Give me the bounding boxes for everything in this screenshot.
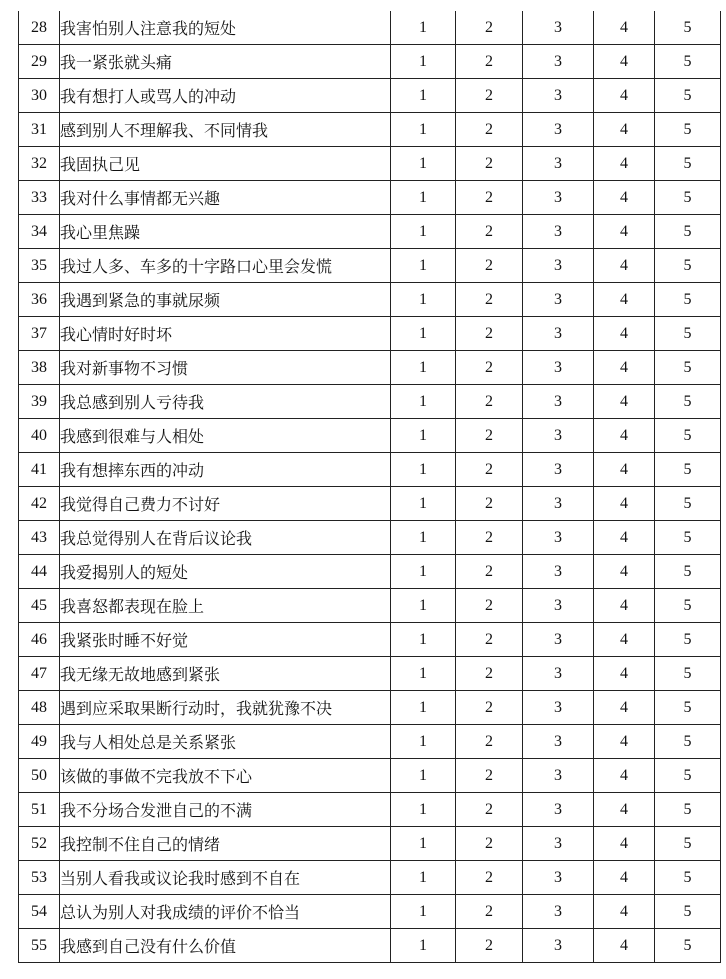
- rating-option-1[interactable]: 1: [391, 351, 456, 385]
- rating-option-5[interactable]: 5: [655, 827, 721, 861]
- rating-option-5[interactable]: 5: [655, 385, 721, 419]
- item-number: 49: [19, 725, 60, 759]
- rating-option-1[interactable]: 1: [391, 657, 456, 691]
- rating-option-4[interactable]: 4: [594, 113, 655, 147]
- item-number: 37: [19, 317, 60, 351]
- item-statement: 该做的事做不完我放不下心: [60, 759, 391, 793]
- item-number: 31: [19, 113, 60, 147]
- table-row: [19, 453, 721, 487]
- rating-option-5[interactable]: 5: [655, 555, 721, 589]
- item-number: 44: [19, 555, 60, 589]
- rating-option-4[interactable]: 4: [594, 181, 655, 215]
- rating-option-3[interactable]: 3: [523, 317, 594, 351]
- rating-option-4[interactable]: 4: [594, 691, 655, 725]
- rating-option-2[interactable]: 2: [456, 861, 523, 895]
- rating-option-4[interactable]: 4: [594, 45, 655, 79]
- rating-option-2[interactable]: 2: [456, 827, 523, 861]
- table-row: [19, 725, 721, 759]
- rating-option-3[interactable]: 3: [523, 793, 594, 827]
- rating-option-3[interactable]: 3: [523, 555, 594, 589]
- rating-option-5[interactable]: 5: [655, 725, 721, 759]
- rating-option-4[interactable]: 4: [594, 453, 655, 487]
- rating-option-5[interactable]: 5: [655, 317, 721, 351]
- table-row: [19, 861, 721, 895]
- rating-option-3[interactable]: 3: [523, 623, 594, 657]
- rating-option-5[interactable]: 5: [655, 45, 721, 79]
- rating-option-5[interactable]: 5: [655, 419, 721, 453]
- rating-option-1[interactable]: 1: [391, 385, 456, 419]
- rating-option-2[interactable]: 2: [456, 759, 523, 793]
- rating-option-4[interactable]: 4: [594, 487, 655, 521]
- item-statement: 我爱揭别人的短处: [60, 555, 391, 589]
- item-number: 46: [19, 623, 60, 657]
- item-number: 40: [19, 419, 60, 453]
- item-number: 33: [19, 181, 60, 215]
- item-number: 55: [19, 929, 60, 963]
- item-statement: 总认为别人对我成绩的评价不恰当: [60, 895, 391, 929]
- item-number: 30: [19, 79, 60, 113]
- rating-option-4[interactable]: 4: [594, 385, 655, 419]
- rating-option-4[interactable]: 4: [594, 725, 655, 759]
- rating-option-2[interactable]: 2: [456, 487, 523, 521]
- rating-option-3[interactable]: 3: [523, 283, 594, 317]
- rating-option-1[interactable]: 1: [391, 759, 456, 793]
- rating-option-1[interactable]: 1: [391, 691, 456, 725]
- item-number: 45: [19, 589, 60, 623]
- item-number: 42: [19, 487, 60, 521]
- rating-option-4[interactable]: 4: [594, 521, 655, 555]
- item-number: 39: [19, 385, 60, 419]
- item-statement: 当别人看我或议论我时感到不自在: [60, 861, 391, 895]
- rating-option-1[interactable]: 1: [391, 113, 456, 147]
- item-statement: 我对什么事情都无兴趣: [60, 181, 391, 215]
- rating-option-4[interactable]: 4: [594, 283, 655, 317]
- item-statement: 我有想打人或骂人的冲动: [60, 79, 391, 113]
- rating-option-4[interactable]: 4: [594, 555, 655, 589]
- rating-option-2[interactable]: 2: [456, 181, 523, 215]
- rating-option-3[interactable]: 3: [523, 453, 594, 487]
- table-row: [19, 351, 721, 385]
- item-statement: 我感到很难与人相处: [60, 419, 391, 453]
- rating-option-3[interactable]: 3: [523, 861, 594, 895]
- table-row: [19, 215, 721, 249]
- table-row: [19, 283, 721, 317]
- rating-option-3[interactable]: 3: [523, 385, 594, 419]
- item-statement: 我害怕别人注意我的短处: [60, 11, 391, 45]
- rating-option-2[interactable]: 2: [456, 419, 523, 453]
- item-number: 28: [19, 11, 60, 45]
- rating-option-4[interactable]: 4: [594, 249, 655, 283]
- rating-option-3[interactable]: 3: [523, 11, 594, 45]
- table-row: [19, 929, 721, 963]
- rating-option-1[interactable]: 1: [391, 11, 456, 45]
- item-number: 51: [19, 793, 60, 827]
- rating-option-3[interactable]: 3: [523, 929, 594, 963]
- item-statement: 我紧张时睡不好觉: [60, 623, 391, 657]
- rating-option-5[interactable]: 5: [655, 453, 721, 487]
- item-statement: 我对新事物不习惯: [60, 351, 391, 385]
- table-row: [19, 657, 721, 691]
- rating-option-1[interactable]: 1: [391, 317, 456, 351]
- item-number: 50: [19, 759, 60, 793]
- rating-option-3[interactable]: 3: [523, 759, 594, 793]
- item-number: 36: [19, 283, 60, 317]
- rating-scale-table: [18, 11, 721, 963]
- rating-option-1[interactable]: 1: [391, 895, 456, 929]
- item-statement: 我无缘无故地感到紧张: [60, 657, 391, 691]
- item-number: 32: [19, 147, 60, 181]
- rating-option-2[interactable]: 2: [456, 351, 523, 385]
- item-number: 41: [19, 453, 60, 487]
- rating-option-5[interactable]: 5: [655, 79, 721, 113]
- rating-option-5[interactable]: 5: [655, 657, 721, 691]
- item-number: 38: [19, 351, 60, 385]
- rating-option-4[interactable]: 4: [594, 317, 655, 351]
- item-number: 47: [19, 657, 60, 691]
- rating-option-3[interactable]: 3: [523, 589, 594, 623]
- table-row: [19, 11, 721, 45]
- rating-option-2[interactable]: 2: [456, 623, 523, 657]
- item-statement: 我觉得自己费力不讨好: [60, 487, 391, 521]
- rating-option-2[interactable]: 2: [456, 11, 523, 45]
- rating-option-1[interactable]: 1: [391, 861, 456, 895]
- rating-option-5[interactable]: 5: [655, 521, 721, 555]
- rating-option-5[interactable]: 5: [655, 691, 721, 725]
- rating-option-2[interactable]: 2: [456, 691, 523, 725]
- rating-option-1[interactable]: 1: [391, 521, 456, 555]
- rating-option-3[interactable]: 3: [523, 215, 594, 249]
- table-row: [19, 113, 721, 147]
- rating-option-2[interactable]: 2: [456, 215, 523, 249]
- rating-option-3[interactable]: 3: [523, 45, 594, 79]
- rating-option-3[interactable]: 3: [523, 147, 594, 181]
- rating-option-1[interactable]: 1: [391, 487, 456, 521]
- rating-option-4[interactable]: 4: [594, 11, 655, 45]
- table-row: [19, 555, 721, 589]
- rating-option-5[interactable]: 5: [655, 589, 721, 623]
- rating-option-2[interactable]: 2: [456, 453, 523, 487]
- rating-option-4[interactable]: 4: [594, 793, 655, 827]
- rating-option-4[interactable]: 4: [594, 895, 655, 929]
- rating-option-2[interactable]: 2: [456, 895, 523, 929]
- rating-option-3[interactable]: 3: [523, 827, 594, 861]
- rating-option-5[interactable]: 5: [655, 487, 721, 521]
- rating-option-3[interactable]: 3: [523, 181, 594, 215]
- rating-option-1[interactable]: 1: [391, 147, 456, 181]
- rating-option-4[interactable]: 4: [594, 827, 655, 861]
- rating-option-2[interactable]: 2: [456, 589, 523, 623]
- rating-option-5[interactable]: 5: [655, 861, 721, 895]
- table-row: [19, 895, 721, 929]
- rating-option-3[interactable]: 3: [523, 895, 594, 929]
- rating-option-1[interactable]: 1: [391, 827, 456, 861]
- item-number: 53: [19, 861, 60, 895]
- rating-option-1[interactable]: 1: [391, 725, 456, 759]
- rating-option-5[interactable]: 5: [655, 793, 721, 827]
- item-number: 34: [19, 215, 60, 249]
- item-statement: 感到别人不理解我、不同情我: [60, 113, 391, 147]
- rating-option-4[interactable]: 4: [594, 929, 655, 963]
- rating-option-2[interactable]: 2: [456, 725, 523, 759]
- rating-option-2[interactable]: 2: [456, 113, 523, 147]
- table-row: [19, 147, 721, 181]
- table-row: [19, 385, 721, 419]
- rating-option-2[interactable]: 2: [456, 521, 523, 555]
- table-row: [19, 181, 721, 215]
- rating-option-4[interactable]: 4: [594, 419, 655, 453]
- rating-option-2[interactable]: 2: [456, 385, 523, 419]
- item-statement: 我心情时好时坏: [60, 317, 391, 351]
- table-row: [19, 623, 721, 657]
- rating-option-1[interactable]: 1: [391, 589, 456, 623]
- item-statement: 我遇到紧急的事就尿频: [60, 283, 391, 317]
- rating-option-5[interactable]: 5: [655, 929, 721, 963]
- rating-option-3[interactable]: 3: [523, 487, 594, 521]
- rating-scale-body: [19, 11, 721, 963]
- rating-option-5[interactable]: 5: [655, 215, 721, 249]
- rating-option-3[interactable]: 3: [523, 113, 594, 147]
- rating-option-3[interactable]: 3: [523, 249, 594, 283]
- item-number: 43: [19, 521, 60, 555]
- item-number: 52: [19, 827, 60, 861]
- table-row: [19, 419, 721, 453]
- table-row: [19, 759, 721, 793]
- item-statement: 我总感到别人亏待我: [60, 385, 391, 419]
- item-number: 35: [19, 249, 60, 283]
- rating-option-2[interactable]: 2: [456, 283, 523, 317]
- rating-option-2[interactable]: 2: [456, 45, 523, 79]
- rating-option-5[interactable]: 5: [655, 147, 721, 181]
- table-row: [19, 589, 721, 623]
- rating-option-4[interactable]: 4: [594, 589, 655, 623]
- rating-option-5[interactable]: 5: [655, 11, 721, 45]
- table-row: [19, 521, 721, 555]
- rating-option-4[interactable]: 4: [594, 79, 655, 113]
- rating-option-1[interactable]: 1: [391, 793, 456, 827]
- item-statement: 我不分场合发泄自己的不满: [60, 793, 391, 827]
- rating-option-1[interactable]: 1: [391, 249, 456, 283]
- rating-option-2[interactable]: 2: [456, 793, 523, 827]
- rating-option-1[interactable]: 1: [391, 79, 456, 113]
- rating-option-2[interactable]: 2: [456, 657, 523, 691]
- rating-option-5[interactable]: 5: [655, 113, 721, 147]
- rating-option-2[interactable]: 2: [456, 147, 523, 181]
- rating-option-4[interactable]: 4: [594, 861, 655, 895]
- rating-option-1[interactable]: 1: [391, 419, 456, 453]
- rating-option-1[interactable]: 1: [391, 453, 456, 487]
- rating-option-3[interactable]: 3: [523, 521, 594, 555]
- rating-option-4[interactable]: 4: [594, 759, 655, 793]
- rating-option-2[interactable]: 2: [456, 317, 523, 351]
- rating-option-4[interactable]: 4: [594, 657, 655, 691]
- rating-option-3[interactable]: 3: [523, 419, 594, 453]
- item-statement: 我一紧张就头痛: [60, 45, 391, 79]
- table-row: [19, 317, 721, 351]
- rating-option-5[interactable]: 5: [655, 623, 721, 657]
- table-row: [19, 793, 721, 827]
- item-number: 54: [19, 895, 60, 929]
- item-statement: 我总觉得别人在背后议论我: [60, 521, 391, 555]
- rating-option-1[interactable]: 1: [391, 283, 456, 317]
- rating-option-1[interactable]: 1: [391, 623, 456, 657]
- rating-option-5[interactable]: 5: [655, 283, 721, 317]
- rating-option-4[interactable]: 4: [594, 623, 655, 657]
- rating-option-4[interactable]: 4: [594, 147, 655, 181]
- item-statement: 我心里焦躁: [60, 215, 391, 249]
- item-statement: 遇到应采取果断行动时，我就犹豫不决: [60, 691, 391, 725]
- item-statement: 我控制不住自己的情绪: [60, 827, 391, 861]
- rating-option-2[interactable]: 2: [456, 249, 523, 283]
- item-statement: 我喜怒都表现在脸上: [60, 589, 391, 623]
- rating-option-5[interactable]: 5: [655, 351, 721, 385]
- rating-option-2[interactable]: 2: [456, 555, 523, 589]
- rating-option-5[interactable]: 5: [655, 759, 721, 793]
- rating-option-1[interactable]: 1: [391, 181, 456, 215]
- rating-option-3[interactable]: 3: [523, 351, 594, 385]
- item-statement: 我感到自己没有什么价值: [60, 929, 391, 963]
- rating-option-1[interactable]: 1: [391, 215, 456, 249]
- rating-option-3[interactable]: 3: [523, 725, 594, 759]
- rating-option-4[interactable]: 4: [594, 215, 655, 249]
- table-row: [19, 249, 721, 283]
- table-row: [19, 691, 721, 725]
- item-number: 48: [19, 691, 60, 725]
- rating-option-5[interactable]: 5: [655, 895, 721, 929]
- rating-option-1[interactable]: 1: [391, 929, 456, 963]
- table-row: [19, 79, 721, 113]
- item-statement: 我固执己见: [60, 147, 391, 181]
- rating-option-1[interactable]: 1: [391, 45, 456, 79]
- rating-option-5[interactable]: 5: [655, 181, 721, 215]
- table-row: [19, 827, 721, 861]
- item-number: 29: [19, 45, 60, 79]
- item-statement: 我有想摔东西的冲动: [60, 453, 391, 487]
- table-row: [19, 487, 721, 521]
- table-row: [19, 45, 721, 79]
- rating-option-3[interactable]: 3: [523, 79, 594, 113]
- rating-option-1[interactable]: 1: [391, 555, 456, 589]
- item-statement: 我过人多、车多的十字路口心里会发慌: [60, 249, 391, 283]
- rating-option-4[interactable]: 4: [594, 351, 655, 385]
- rating-option-3[interactable]: 3: [523, 691, 594, 725]
- item-statement: 我与人相处总是关系紧张: [60, 725, 391, 759]
- rating-option-2[interactable]: 2: [456, 929, 523, 963]
- rating-option-3[interactable]: 3: [523, 657, 594, 691]
- rating-option-2[interactable]: 2: [456, 79, 523, 113]
- rating-option-5[interactable]: 5: [655, 249, 721, 283]
